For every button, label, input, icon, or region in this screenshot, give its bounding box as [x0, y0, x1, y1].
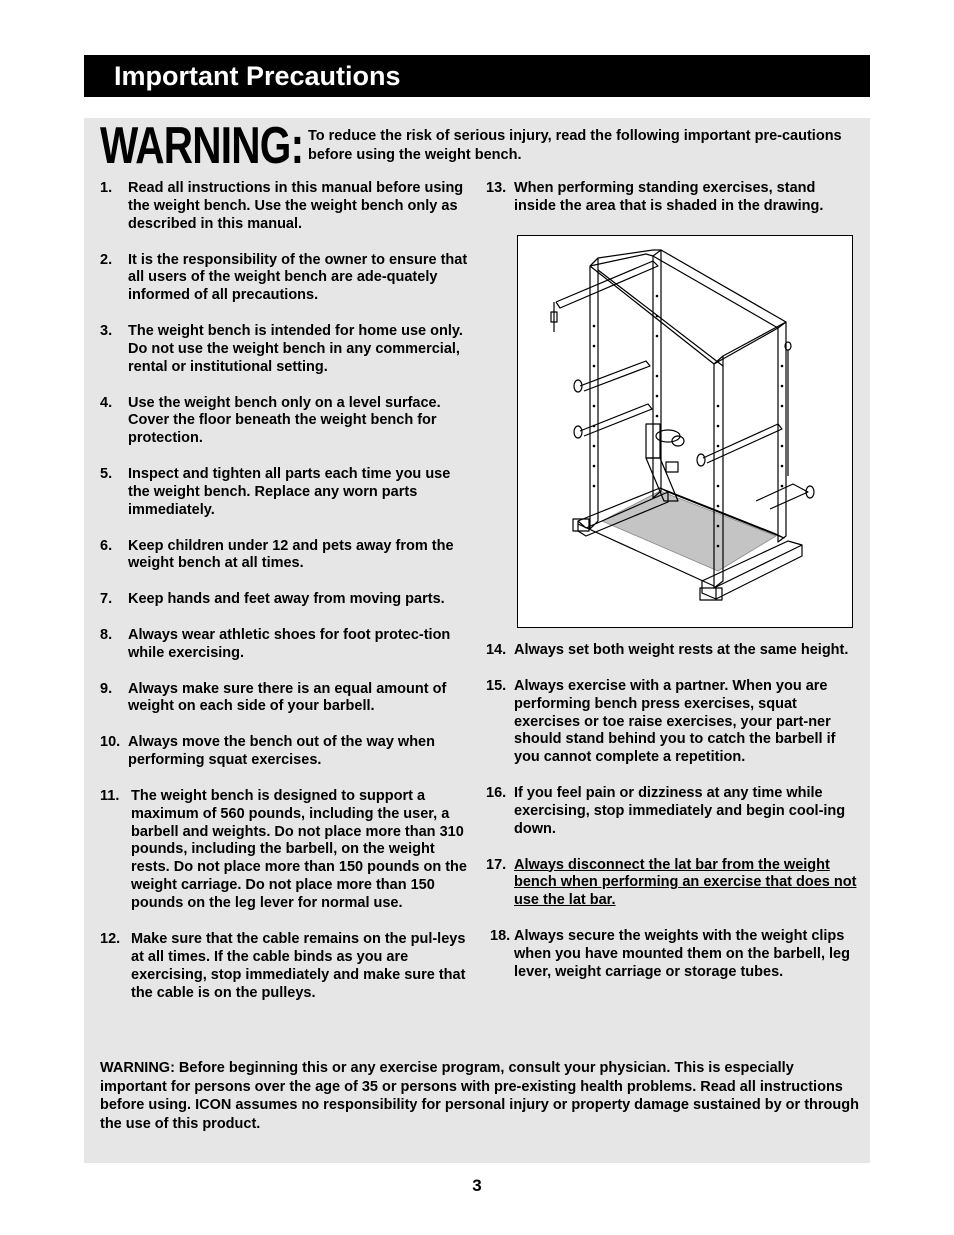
list-item: 5. Inspect and tighten all parts each time you use the weight bench. Replace any worn parts immediately. [100, 466, 451, 518]
list-item: 15. Always exercise with a partner. When you are performing bench press exercises, squat exercises or toe raise exercises, your part-ner should stand behind you to catch the barbell if you cannot complete a repetition. [486, 677, 836, 766]
list-item: 2. It is the responsibility of the owner to ensure that all users of the weight bench are ade-quately informed of all precautions. [100, 251, 468, 304]
list-item: 17. Always disconnect the lat bar from the weight bench when performing an exercise that does not use the lat bar. [486, 856, 857, 909]
list-item: 14. Always set both weight rests at the same height. [486, 642, 849, 658]
list-item: 1. Read all instructions in this manual before using the weight bench. Use the weight bench only as described in this manual. [100, 180, 464, 232]
list-item: 6. Keep children under 12 and pets away from the weight bench at all times. [100, 537, 454, 572]
precautions-list-right [486, 642, 858, 1000]
list-item: 12. Make sure that the cable remains on the pul-leys at all times. If the cable binds as you are exercising, stop immediately and make sure that the cable is on the pulleys. [100, 930, 466, 1001]
list-item: 7. Keep hands and feet away from moving parts. [100, 591, 445, 608]
warning-intro: To reduce the risk of serious injury, read the following important pre-cautions before using the weight bench. [308, 128, 842, 163]
list-item: 11. The weight bench is designed to support a maximum of 560 pounds, including the user, a barbell and weights. Do not place more than 310 pounds, including the barbell, on the weight rests. Do not place more than 150 pounds on the weight carriage. Do not place more than 150 pounds on the leg lever for normal use. [100, 787, 467, 912]
list-item: 18. Always secure the weights with the weight clips when you have mounted them on the barbell, leg lever, weight carriage or storage tubes. [490, 928, 850, 980]
bottom-warning: WARNING: Before beginning this or any exercise program, consult your physician. This is especially important for persons over the age of 35 or persons with pre-existing health problems. Read all instructions before using. ICON assumes no responsibility for personal injury or property damage sustained by or through the use of this product. [100, 1060, 859, 1132]
list-item: 3. The weight bench is intended for home use only. Do not use the weight bench in any commercial, rental or institutional setting. [100, 323, 463, 375]
list-item: 9. Always make sure there is an equal amount of weight on each side of your barbell. [100, 680, 447, 715]
power-rack-drawing [517, 235, 853, 628]
page-number: 3 [472, 1176, 482, 1195]
precautions-list-left [100, 180, 472, 1020]
page-title-bar [84, 55, 870, 97]
list-item: 13. When performing standing exercises, stand inside the area that is shaded in the drawing. [486, 180, 824, 214]
list-item: 4. Use the weight bench only on a level surface. Cover the floor beneath the weight bench for protection. [100, 394, 441, 447]
precautions-panel [84, 118, 870, 1163]
warning-heading: WARNING: [100, 117, 304, 175]
power-rack-illustration [518, 236, 851, 626]
page-title: Important Precautions [114, 61, 401, 91]
list-item: 8. Always wear athletic shoes for foot protec-tion while exercising. [100, 626, 451, 661]
rack-frame [590, 258, 598, 529]
list-item: 10. Always move the bench out of the way when performing squat exercises. [100, 734, 435, 769]
list-item: 16. If you feel pain or dizziness at any time while exercising, stop immediately and begin cool-ing down. [486, 785, 846, 837]
precautions-list-right-top [486, 180, 858, 234]
